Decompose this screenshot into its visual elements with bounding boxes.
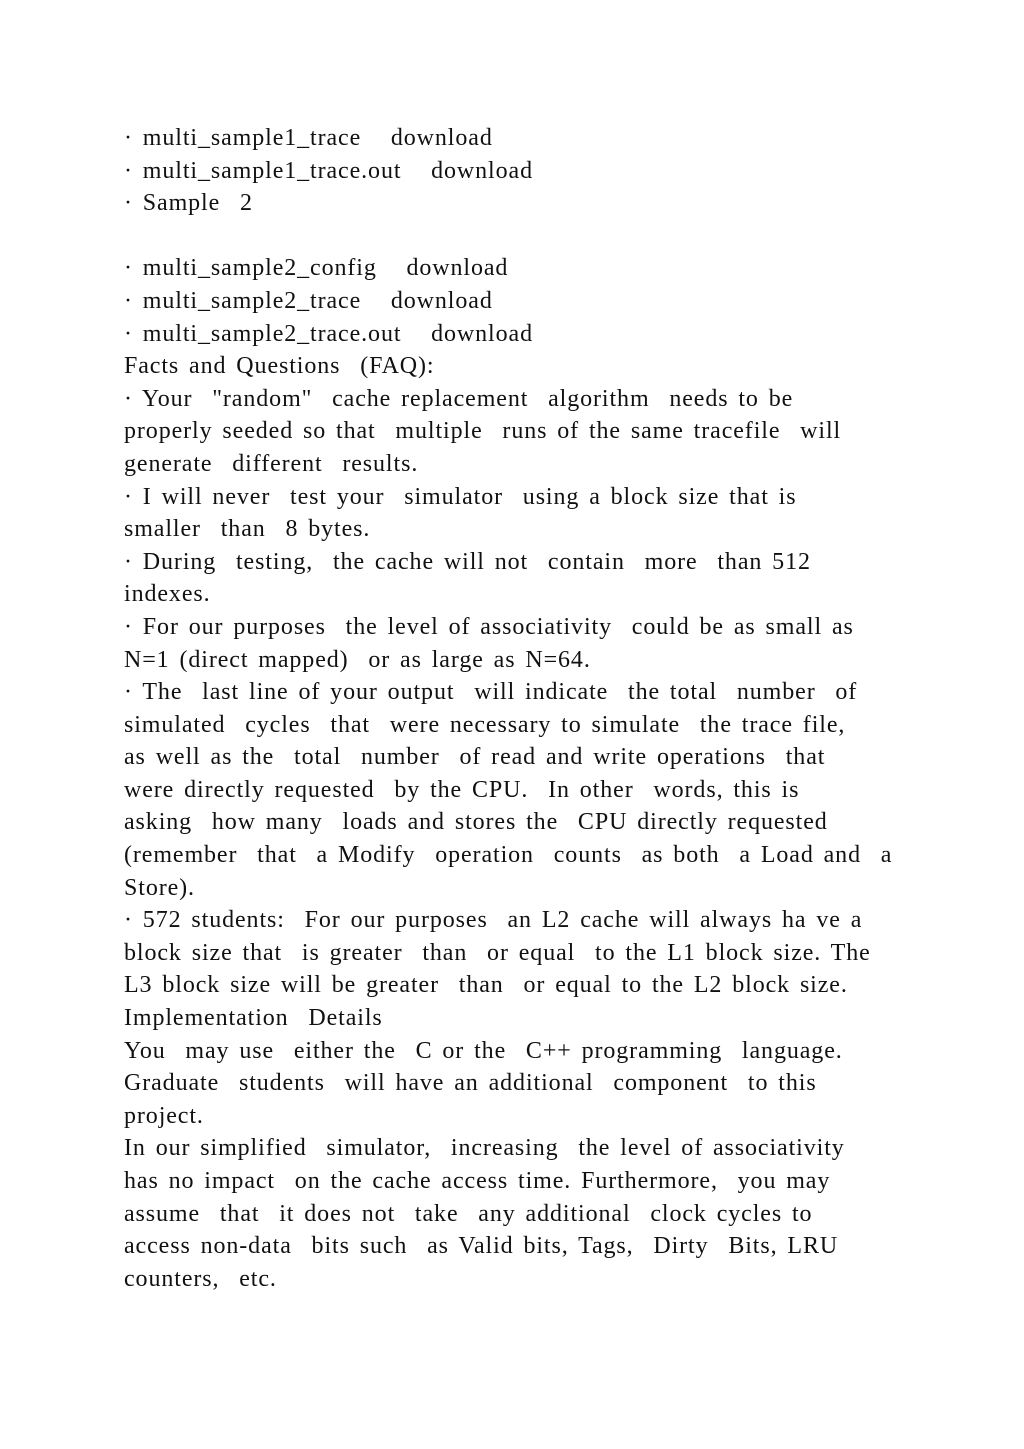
faq-line: · During testing, the cache will not contain more than 512 (124, 548, 811, 575)
faq-line: · I will never test your simulator using a block size that is (124, 483, 797, 510)
faq-line: properly seeded so that multiple runs of the same tracefile will (124, 418, 842, 445)
faq-line: indexes. (124, 581, 211, 608)
faq-line: simulated cycles that were necessary to simulate the trace file, (124, 711, 846, 738)
implementation-line: has no impact on the cache access time. Furthermore, you may (124, 1168, 831, 1194)
faq-line: smaller than 8 bytes. (124, 516, 371, 543)
download-item-sample1-trace[interactable]: · multi_sample1_trace download (124, 125, 493, 151)
faq-line: Store). (124, 874, 195, 901)
implementation-line: access non-data bits such as Valid bits, Tags, Dirty Bits, LRU (124, 1233, 839, 1260)
download-item-sample2-config[interactable]: · multi_sample2_config download (124, 255, 509, 282)
document-page (124, 122, 914, 1295)
implementation-heading: Implementation Details (124, 1005, 383, 1032)
download-item-sample2-trace[interactable]: · multi_sample2_trace download (124, 287, 493, 314)
faq-line: were directly requested by the CPU. In other words, this is (124, 776, 800, 803)
implementation-line: You may use either the C or the C++ programming language. (124, 1037, 843, 1064)
faq-line: (remember that a Modify operation counts as both a Load and a (124, 842, 893, 869)
blank-line (124, 220, 914, 253)
faq-heading: Facts and Questions (FAQ): (124, 353, 435, 380)
implementation-line: Graduate students will have an additional component to this (124, 1070, 817, 1097)
faq-line: L3 block size will be greater than or equal to the L2 block size. (124, 972, 848, 999)
implementation-line: project. (124, 1102, 204, 1129)
faq-line: N=1 (direct mapped) or as large as N=64. (124, 646, 591, 673)
faq-line: block size that is greater than or equal to the L1 block size. The (124, 939, 871, 966)
download-item-sample2-trace-out[interactable]: · multi_sample2_trace.out download (124, 320, 533, 347)
faq-line: · Your "random" cache replacement algorithm needs to be (124, 385, 794, 412)
sample-2-label: · Sample 2 (124, 190, 253, 217)
faq-line: · The last line of your output will indicate the total number of (124, 679, 858, 706)
faq-line: · 572 students: For our purposes an L2 cache will always ha ve a (124, 907, 863, 934)
implementation-line: assume that it does not take any additional clock cycles to (124, 1200, 813, 1227)
faq-line: as well as the total number of read and write operations that (124, 744, 826, 771)
faq-line: generate different results. (124, 450, 419, 477)
implementation-line: counters, etc. (124, 1265, 277, 1292)
faq-line: · For our purposes the level of associativity could be as small as (124, 613, 854, 640)
implementation-line: In our simplified simulator, increasing the level of associativity (124, 1135, 845, 1162)
faq-line: asking how many loads and stores the CPU directly requested (124, 809, 828, 836)
download-item-sample1-trace-out[interactable]: · multi_sample1_trace.out download (124, 157, 533, 184)
